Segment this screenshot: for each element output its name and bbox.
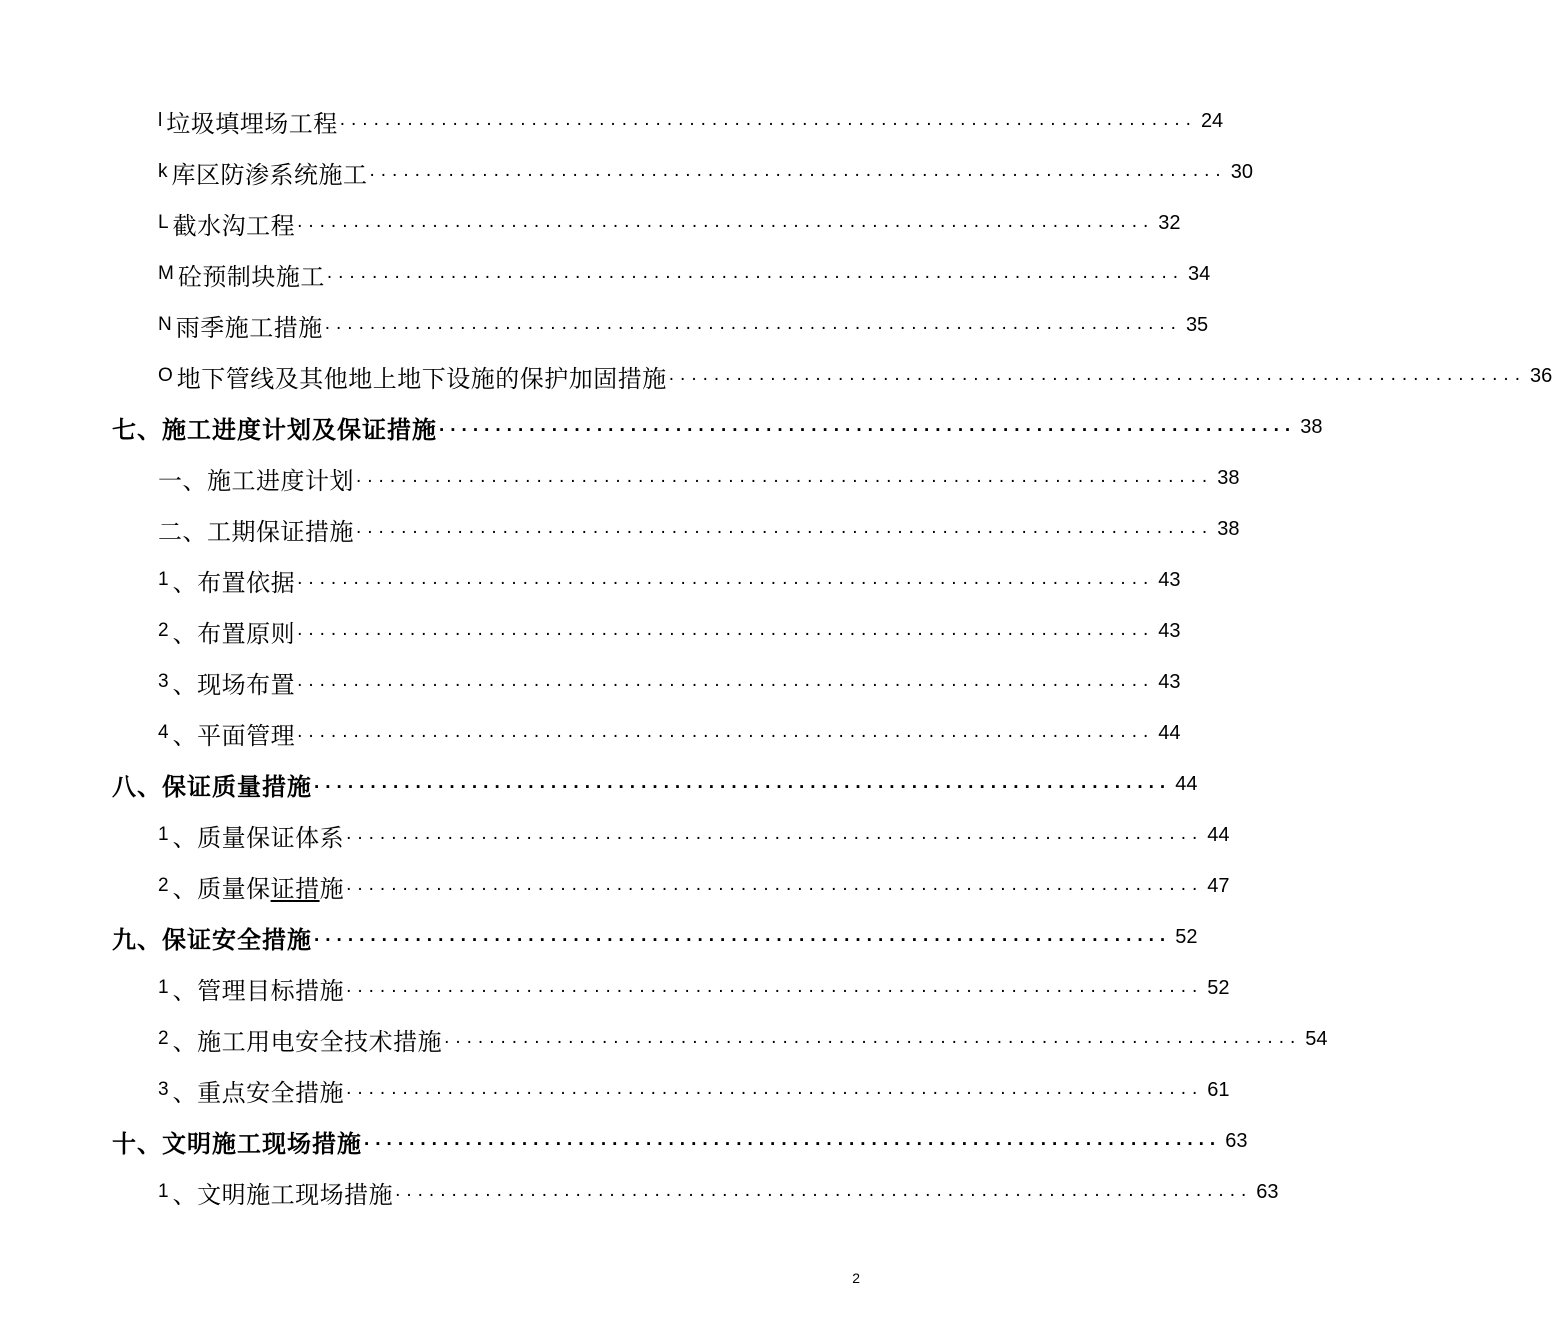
toc-entry-page-number: 34 (1188, 262, 1211, 285)
toc-entry[interactable] (158, 1021, 1328, 1057)
toc-entry-title-text: 、文明施工现场措施 (172, 1180, 394, 1209)
toc-entry-title-text: 、平面管理 (172, 721, 296, 750)
toc-entry-title-text: 库区防渗系统施工 (171, 160, 368, 189)
toc-entry[interactable] (158, 205, 1181, 241)
toc-entry-title (173, 869, 345, 904)
toc-entry[interactable] (158, 103, 1224, 139)
toc-entry-title (112, 767, 312, 802)
toc-entry-title (172, 155, 368, 190)
toc-dot-leader: ............................................................................ (346, 874, 1204, 895)
toc-entry-title-text: 、质量保 (172, 874, 271, 903)
toc-entry-page-number: 38 (1217, 466, 1240, 489)
toc-entry-title-text: 、重点安全措施 (172, 1078, 345, 1107)
toc-entry[interactable] (112, 1123, 1248, 1159)
toc-dot-leader: ............................................................................ (297, 721, 1155, 742)
toc-entry[interactable] (158, 1174, 1279, 1210)
toc-entry-page-number: 43 (1158, 619, 1181, 642)
toc-entry[interactable] (112, 766, 1198, 802)
toc-entry-title-text: 十、文明施工现场措施 (112, 1129, 362, 1158)
toc-entry-prefix: 1 (158, 824, 169, 845)
toc-dot-leader: ............................................................................ (326, 262, 1185, 283)
toc-entry-title (158, 512, 354, 547)
toc-entry-title (112, 920, 312, 955)
toc-dot-leader: ............................................................................ (364, 1129, 1222, 1150)
toc-dot-leader: ............................................................................ (444, 1027, 1302, 1048)
toc-entry-page-number: 38 (1300, 415, 1323, 438)
toc-entry-prefix: k (158, 161, 168, 182)
toc-entry-title-text: 地下管线及其他地上地下设施的保护加固措施 (176, 364, 667, 393)
toc-entry-title (112, 1124, 362, 1159)
toc-entry[interactable] (158, 613, 1181, 649)
toc-entry-prefix: L (158, 212, 169, 233)
toc-entry-page-number: 61 (1207, 1078, 1230, 1101)
toc-entry-title (173, 971, 345, 1006)
toc-dot-leader: ............................................................................ (324, 313, 1182, 334)
toc-entry-page-number: 44 (1158, 721, 1181, 744)
toc-entry-title-text: 九、保证安全措施 (112, 925, 312, 954)
toc-entry[interactable] (158, 256, 1211, 292)
toc-entry-title (173, 716, 296, 751)
toc-dot-leader: ............................................................................ (369, 160, 1227, 181)
toc-entry[interactable] (158, 715, 1181, 751)
toc-entry-title-text: 一、施工进度计划 (158, 466, 354, 495)
toc-dot-leader: ............................................................................ (297, 211, 1155, 232)
toc-entry-page-number: 43 (1158, 670, 1181, 693)
toc-entry-title (173, 206, 296, 241)
toc-dot-leader: ............................................................................ (395, 1180, 1253, 1201)
toc-dot-leader: ............................................................................ (346, 823, 1204, 844)
toc-entry[interactable] (158, 970, 1230, 1006)
toc-entry[interactable] (112, 409, 1323, 445)
toc-entry[interactable] (158, 1072, 1230, 1108)
toc-entry-title-text: 砼预制块施工 (177, 262, 325, 291)
toc-dot-leader: ............................................................................ (297, 670, 1155, 691)
toc-dot-leader: ............................................................................ (346, 976, 1204, 997)
toc-entry-page-number: 43 (1158, 568, 1181, 591)
toc-entry-page-number: 52 (1175, 925, 1198, 948)
toc-entry-title-text: 、现场布置 (172, 670, 296, 699)
toc-dot-leader: ............................................................................ (314, 925, 1172, 946)
toc-entry-title (166, 104, 338, 139)
toc-entry-title (173, 665, 296, 700)
toc-entry[interactable] (158, 358, 1552, 394)
toc-dot-leader: ............................................................................ (356, 466, 1214, 487)
toc-entry-title (173, 614, 296, 649)
toc-entry-prefix: 2 (158, 875, 169, 896)
toc-entry[interactable] (158, 562, 1181, 598)
toc-dot-leader: ............................................................................ (439, 415, 1297, 436)
toc-entry-title (173, 1073, 345, 1108)
toc-entry-title-text: 截水沟工程 (172, 211, 296, 240)
toc-entry-page-number: 35 (1185, 313, 1209, 336)
toc-entry-title-text: 二、工期保证措施 (158, 517, 354, 546)
toc-entry-title (173, 818, 345, 853)
toc-entry[interactable] (158, 511, 1240, 547)
toc-dot-leader: ............................................................................ (314, 772, 1172, 793)
toc-entry-title (173, 1175, 394, 1210)
toc-entry-prefix: 3 (158, 1079, 169, 1100)
toc-entry-page-number: 30 (1230, 160, 1253, 183)
toc-dot-leader: ............................................................................ (297, 619, 1155, 640)
toc-entry-title (173, 563, 296, 598)
toc-entry-page-number: 32 (1158, 211, 1181, 234)
toc-entry-prefix: l (158, 110, 163, 131)
toc-entry-prefix: 2 (158, 1028, 169, 1049)
toc-entry-title (112, 410, 437, 445)
toc-entry-title-text: 、管理目标措施 (172, 976, 345, 1005)
toc-entry[interactable] (158, 154, 1253, 190)
toc-entry[interactable] (158, 817, 1230, 853)
toc-entry[interactable] (158, 868, 1230, 904)
toc-entry-title (158, 461, 354, 496)
toc-entry-title-underlined: 证措 (270, 874, 320, 903)
toc-dot-leader: ............................................................................ (339, 109, 1197, 130)
toc-entry-title (176, 308, 323, 343)
toc-entry-page-number: 44 (1175, 772, 1198, 795)
toc-entry-prefix: 1 (158, 1181, 169, 1202)
toc-entry-page-number: 54 (1305, 1027, 1328, 1050)
toc-entry-title-text: 垃圾填埋场工程 (166, 109, 338, 138)
toc-dot-leader: ............................................................................ (668, 364, 1526, 385)
toc-entry-page-number: 36 (1529, 364, 1552, 387)
toc-entry-prefix: 1 (158, 977, 169, 998)
toc-entry-prefix: 4 (158, 722, 169, 743)
toc-entry-page-number: 52 (1207, 976, 1230, 999)
toc-entry-prefix: M (158, 263, 174, 284)
toc-entry-page-number: 24 (1200, 109, 1224, 132)
toc-entry-page-number: 38 (1217, 517, 1240, 540)
toc-entry-page-number: 63 (1225, 1129, 1248, 1152)
toc-entry-title-text: 、质量保证体系 (172, 823, 345, 852)
toc-entry-title-text: 、施工用电安全技术措施 (172, 1027, 443, 1056)
toc-entry[interactable] (158, 307, 1209, 343)
toc-dot-leader: ............................................................................ (297, 568, 1155, 589)
toc-entry-prefix: 2 (158, 620, 169, 641)
toc-entry-title-text: 八、保证质量措施 (112, 772, 312, 801)
toc-entry[interactable] (112, 919, 1198, 955)
toc-entry-prefix: 3 (158, 671, 169, 692)
toc-dot-leader: ............................................................................ (346, 1078, 1204, 1099)
toc-entry-title-text: 、布置原则 (172, 619, 296, 648)
toc-entry[interactable] (158, 664, 1181, 700)
toc-entry-title (173, 1022, 443, 1057)
toc-entry-title (177, 359, 667, 394)
toc-entry-prefix: O (158, 365, 173, 386)
toc-entry-title-text: 七、施工进度计划及保证措施 (112, 415, 437, 444)
page-number: 2 (852, 1270, 860, 1286)
toc-entry-page-number: 47 (1207, 874, 1230, 897)
toc-dot-leader: ............................................................................ (356, 517, 1214, 538)
toc-entry-title-text: 、布置依据 (172, 568, 296, 597)
toc-entry-title (178, 257, 325, 292)
toc-entry-page-number: 44 (1207, 823, 1230, 846)
toc-entry[interactable] (158, 460, 1240, 496)
toc-entry-title-text: 雨季施工措施 (175, 313, 323, 342)
toc-entry-prefix: 1 (158, 569, 169, 590)
toc-entry-prefix: N (158, 314, 172, 335)
toc-entry-page-number: 63 (1256, 1180, 1279, 1203)
toc-entry-title-suffix: 施 (319, 874, 345, 903)
